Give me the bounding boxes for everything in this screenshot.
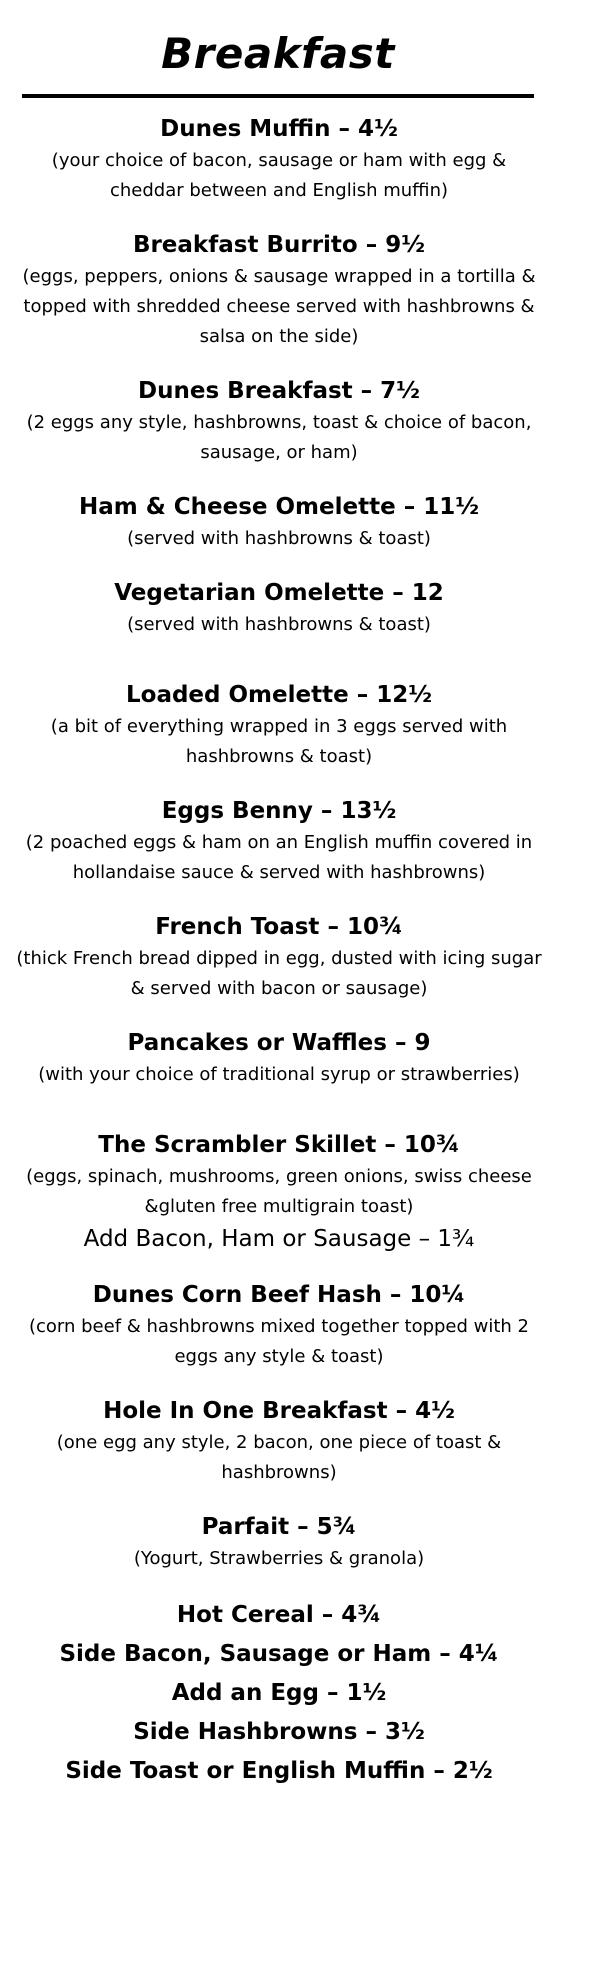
item-name: Ham & Cheese Omelette – 11½	[78, 494, 480, 520]
item-description: (one egg any style, 2 bacon, one piece of toast & hashbrowns)	[56, 1432, 502, 1483]
menu-item	[16, 794, 542, 888]
menu-item	[16, 1278, 542, 1372]
menu-title: Breakfast	[161, 29, 395, 78]
item-description: (your choice of bacon, sausage or ham with egg & cheddar between and English muffin)	[51, 150, 507, 201]
item-description: (2 eggs any style, hashbrowns, toast & choice of bacon, sausage, or ham)	[26, 412, 532, 463]
item-name: Parfait – 5¾	[201, 1514, 357, 1540]
item-description: (thick French bread dipped in egg, dusted with icing sugar & served with bacon or sausage)	[16, 948, 542, 999]
item-name: Dunes Muffin – 4½	[160, 116, 398, 142]
side-item: Side Toast or English Muffin – 2½	[65, 1758, 493, 1784]
sides-list	[16, 1596, 542, 1791]
item-name: Dunes Corn Beef Hash – 10¼	[92, 1282, 466, 1308]
menu-item	[16, 1510, 542, 1574]
item-name: Eggs Benny – 13½	[161, 798, 397, 824]
item-name: Loaded Omelette – 12½	[125, 682, 433, 708]
item-name: Vegetarian Omelette – 12	[114, 580, 444, 606]
item-description: (a bit of everything wrapped in 3 eggs served with hashbrowns & toast)	[50, 716, 508, 767]
item-name: The Scrambler Skillet – 10¾	[98, 1132, 460, 1158]
item-description: (corn beef & hashbrowns mixed together topped with 2 eggs any style & toast)	[28, 1316, 530, 1367]
menu-item	[16, 1026, 542, 1090]
menu-item	[16, 490, 542, 554]
menu-item	[16, 228, 542, 352]
item-name: Pancakes or Waffles – 9	[127, 1030, 431, 1056]
item-description: (eggs, spinach, mushrooms, green onions, swiss cheese &gluten free multigrain toast)	[26, 1166, 532, 1217]
item-name: French Toast – 10¾	[155, 914, 403, 940]
side-item: Hot Cereal – 4¾	[176, 1602, 382, 1628]
menu-item	[16, 112, 542, 206]
item-description: (Yogurt, Strawberries & granola)	[133, 1548, 425, 1569]
menu-item	[16, 910, 542, 1004]
menu-item	[16, 1394, 542, 1488]
menu-item	[16, 678, 542, 772]
item-description: (with your choice of traditional syrup or strawberries)	[38, 1064, 520, 1085]
menu-item	[16, 576, 542, 640]
item-name: Breakfast Burrito – 9½	[132, 232, 426, 258]
menu-item	[16, 1128, 542, 1256]
item-description: (eggs, peppers, onions & sausage wrapped in a tortilla & topped with shredded cheese served with hashbrowns & salsa on the side)	[22, 266, 536, 347]
title-divider	[22, 94, 534, 98]
menu-item	[16, 374, 542, 468]
item-description: (2 poached eggs & ham on an English muffin covered in hollandaise sauce & served with hashbrowns)	[25, 832, 533, 883]
item-name: Dunes Breakfast – 7½	[138, 378, 420, 404]
side-item: Add an Egg – 1½	[171, 1680, 387, 1706]
item-addon: Add Bacon, Ham or Sausage – 1¾	[83, 1226, 475, 1252]
item-description: (served with hashbrowns & toast)	[127, 614, 431, 635]
menu-items	[16, 112, 542, 1791]
side-item: Side Hashbrowns – 3½	[133, 1719, 425, 1745]
item-description: (served with hashbrowns & toast)	[127, 528, 431, 549]
item-name: Hole In One Breakfast – 4½	[103, 1398, 455, 1424]
side-item: Side Bacon, Sausage or Ham – 4¼	[59, 1641, 499, 1667]
